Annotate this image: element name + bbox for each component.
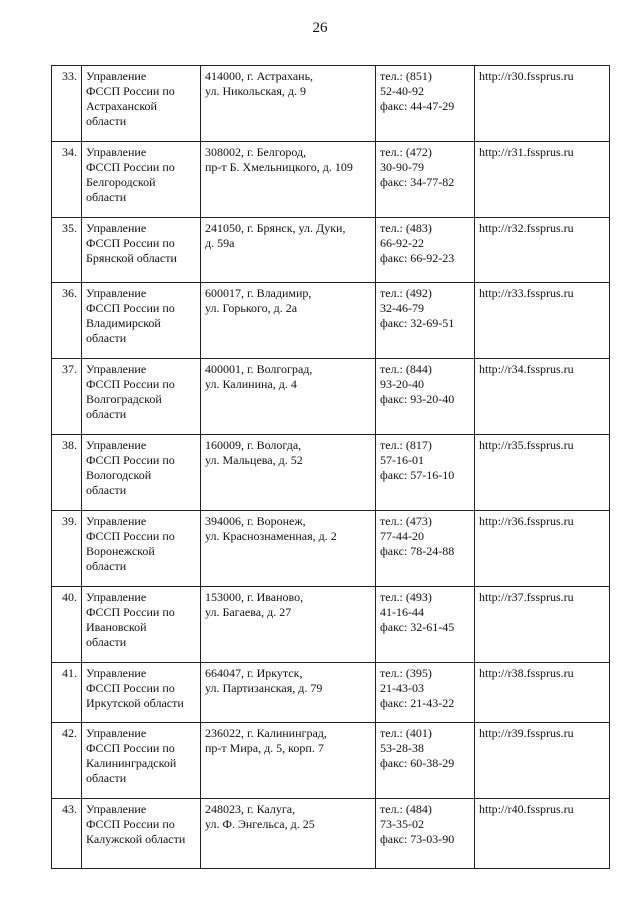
office-name-line: области [86, 771, 127, 785]
phone-cell [376, 218, 475, 283]
registry-table [51, 65, 610, 869]
website-link[interactable]: http://r39.fssprus.ru [475, 723, 610, 799]
address-cell [201, 663, 376, 723]
website-link[interactable]: http://r37.fssprus.ru [475, 587, 610, 663]
registry-table-body [52, 66, 610, 869]
office-name-cell [82, 511, 201, 587]
office-name-line: Вологодской [86, 468, 152, 482]
address-cell [201, 723, 376, 799]
office-name-line: Управление [86, 726, 147, 740]
website-link[interactable]: http://r33.fssprus.ru [475, 283, 610, 359]
office-name-line: Астраханской [86, 99, 157, 113]
phone-line: тел.: (844) [380, 362, 432, 376]
row-number: 40. [52, 587, 82, 663]
office-name-line: Владимирской [86, 316, 161, 330]
website-link[interactable]: http://r34.fssprus.ru [475, 359, 610, 435]
address-line: ул. Краснознаменная, д. 2 [205, 529, 337, 543]
row-number: 36. [52, 283, 82, 359]
phone-line: 32-46-79 [380, 301, 424, 315]
address-line: ул. Багаева, д. 27 [205, 605, 292, 619]
phone-line: 21-43-03 [380, 681, 424, 695]
address-line: ул. Калинина, д. 4 [205, 377, 297, 391]
office-name-line: Белгородской [86, 175, 156, 189]
office-name-cell [82, 359, 201, 435]
row-number: 33. [52, 66, 82, 142]
office-name-line: Управление [86, 438, 147, 452]
address-line: ул. Горького, д. 2а [205, 301, 298, 315]
website-link[interactable]: http://r30.fssprus.ru [475, 66, 610, 142]
address-line: 248023, г. Калуга, [205, 802, 296, 816]
row-number: 41. [52, 663, 82, 723]
phone-line: факс: 21-43-22 [380, 696, 455, 710]
phone-cell [376, 66, 475, 142]
row-number: 35. [52, 218, 82, 283]
office-name-cell [82, 283, 201, 359]
phone-line: 66-92-22 [380, 236, 424, 250]
office-name-line: области [86, 483, 127, 497]
office-name-cell [82, 723, 201, 799]
office-name-line: Управление [86, 221, 147, 235]
address-line: ул. Ф. Энгельса, д. 25 [205, 817, 315, 831]
office-name-cell [82, 142, 201, 218]
phone-line: 30-90-79 [380, 160, 424, 174]
row-number: 38. [52, 435, 82, 511]
office-name-line: области [86, 407, 127, 421]
address-line: д. 59а [205, 236, 235, 250]
phone-line: тел.: (395) [380, 666, 432, 680]
website-link[interactable]: http://r31.fssprus.ru [475, 142, 610, 218]
phone-line: 52-40-92 [380, 84, 424, 98]
phone-line: факс: 60-38-29 [380, 756, 455, 770]
office-name-cell [82, 66, 201, 142]
table-row [52, 587, 610, 663]
address-line: 241050, г. Брянск, ул. Дуки, [205, 221, 346, 235]
address-line: 308002, г. Белгород, [205, 145, 307, 159]
address-cell [201, 66, 376, 142]
office-name-line: области [86, 190, 127, 204]
table-row [52, 359, 610, 435]
address-cell [201, 142, 376, 218]
office-name-line: ФССП России по [86, 453, 175, 467]
office-name-line: ФССП России по [86, 741, 175, 755]
table-row [52, 283, 610, 359]
office-name-line: Управление [86, 514, 147, 528]
office-name-cell [82, 799, 201, 869]
phone-line: факс: 44-47-29 [380, 99, 455, 113]
phone-line: факс: 57-16-10 [380, 468, 455, 482]
website-link[interactable]: http://r35.fssprus.ru [475, 435, 610, 511]
phone-line: 57-16-01 [380, 453, 424, 467]
phone-cell [376, 587, 475, 663]
phone-cell [376, 283, 475, 359]
phone-cell [376, 359, 475, 435]
website-link[interactable]: http://r38.fssprus.ru [475, 663, 610, 723]
phone-line: тел.: (484) [380, 802, 432, 816]
office-name-line: ФССП России по [86, 605, 175, 619]
office-name-line: Воронежской [86, 544, 155, 558]
row-number: 42. [52, 723, 82, 799]
office-name-line: ФССП России по [86, 377, 175, 391]
phone-line: 53-28-38 [380, 741, 424, 755]
office-name-line: Брянской области [86, 251, 177, 265]
address-line: пр-т Б. Хмельницкого, д. 109 [205, 160, 353, 174]
office-name-cell [82, 435, 201, 511]
office-name-line: Калужской области [86, 832, 186, 846]
table-row [52, 435, 610, 511]
phone-cell [376, 142, 475, 218]
phone-line: факс: 78-24-88 [380, 544, 455, 558]
phone-line: факс: 32-69-51 [380, 316, 455, 330]
office-name-line: области [86, 559, 127, 573]
phone-line: тел.: (472) [380, 145, 432, 159]
row-number: 39. [52, 511, 82, 587]
phone-line: тел.: (492) [380, 286, 432, 300]
row-number: 34. [52, 142, 82, 218]
address-line: пр-т Мира, д. 5, корп. 7 [205, 741, 324, 755]
office-name-line: Управление [86, 666, 147, 680]
office-name-cell [82, 663, 201, 723]
table-row [52, 66, 610, 142]
address-line: 600017, г. Владимир, [205, 286, 312, 300]
phone-line: тел.: (473) [380, 514, 432, 528]
office-name-line: ФССП России по [86, 84, 175, 98]
office-name-line: Иркутской области [86, 696, 184, 710]
address-cell [201, 511, 376, 587]
table-row [52, 799, 610, 869]
phone-line: факс: 93-20-40 [380, 392, 455, 406]
phone-cell [376, 435, 475, 511]
office-name-cell [82, 587, 201, 663]
office-name-line: области [86, 331, 127, 345]
office-name-line: Волгоградской [86, 392, 162, 406]
office-name-line: Управление [86, 362, 147, 376]
address-line: 153000, г. Иваново, [205, 590, 304, 604]
phone-line: тел.: (817) [380, 438, 432, 452]
row-number: 37. [52, 359, 82, 435]
website-link[interactable]: http://r40.fssprus.ru [475, 799, 610, 869]
address-cell [201, 587, 376, 663]
table-row [52, 142, 610, 218]
office-name-line: Управление [86, 145, 147, 159]
website-link[interactable]: http://r36.fssprus.ru [475, 511, 610, 587]
office-name-line: ФССП России по [86, 301, 175, 315]
address-line: 160009, г. Вологда, [205, 438, 302, 452]
office-name-line: ФССП России по [86, 236, 175, 250]
phone-line: 77-44-20 [380, 529, 424, 543]
website-link[interactable]: http://r32.fssprus.ru [475, 218, 610, 283]
table-row [52, 663, 610, 723]
phone-cell [376, 799, 475, 869]
address-cell [201, 435, 376, 511]
office-name-line: Управление [86, 590, 147, 604]
phone-line: факс: 73-03-90 [380, 832, 455, 846]
office-name-line: ФССП России по [86, 529, 175, 543]
address-line: 400001, г. Волгоград, [205, 362, 313, 376]
phone-cell [376, 723, 475, 799]
address-cell [201, 218, 376, 283]
office-name-line: области [86, 114, 127, 128]
phone-cell [376, 511, 475, 587]
phone-line: 73-35-02 [380, 817, 424, 831]
office-name-line: Управление [86, 802, 147, 816]
page-number: 26 [312, 20, 328, 36]
address-line: ул. Мальцева, д. 52 [205, 453, 303, 467]
table-row [52, 723, 610, 799]
phone-line: факс: 32-61-45 [380, 620, 455, 634]
address-cell [201, 283, 376, 359]
address-line: 414000, г. Астрахань, [205, 69, 314, 83]
office-name-line: Калининградской [86, 756, 177, 770]
phone-line: факс: 66-92-23 [380, 251, 455, 265]
phone-line: тел.: (483) [380, 221, 432, 235]
address-cell [201, 799, 376, 869]
phone-line: тел.: (401) [380, 726, 432, 740]
phone-line: 93-20-40 [380, 377, 424, 391]
address-line: ул. Партизанская, д. 79 [205, 681, 323, 695]
table-row [52, 218, 610, 283]
office-name-line: Ивановской [86, 620, 147, 634]
office-name-line: ФССП России по [86, 681, 175, 695]
office-name-line: области [86, 635, 127, 649]
address-line: 394006, г. Воронеж, [205, 514, 306, 528]
address-line: ул. Никольская, д. 9 [205, 84, 306, 98]
office-name-cell [82, 218, 201, 283]
address-line: 236022, г. Калининград, [205, 726, 327, 740]
phone-line: факс: 34-77-82 [380, 175, 455, 189]
phone-cell [376, 663, 475, 723]
phone-line: тел.: (851) [380, 69, 432, 83]
phone-line: 41-16-44 [380, 605, 424, 619]
row-number: 43. [52, 799, 82, 869]
office-name-line: ФССП России по [86, 160, 175, 174]
office-name-line: Управление [86, 286, 147, 300]
address-cell [201, 359, 376, 435]
address-line: 664047, г. Иркутск, [205, 666, 303, 680]
office-name-line: Управление [86, 69, 147, 83]
office-name-line: ФССП России по [86, 817, 175, 831]
phone-line: тел.: (493) [380, 590, 432, 604]
table-row [52, 511, 610, 587]
